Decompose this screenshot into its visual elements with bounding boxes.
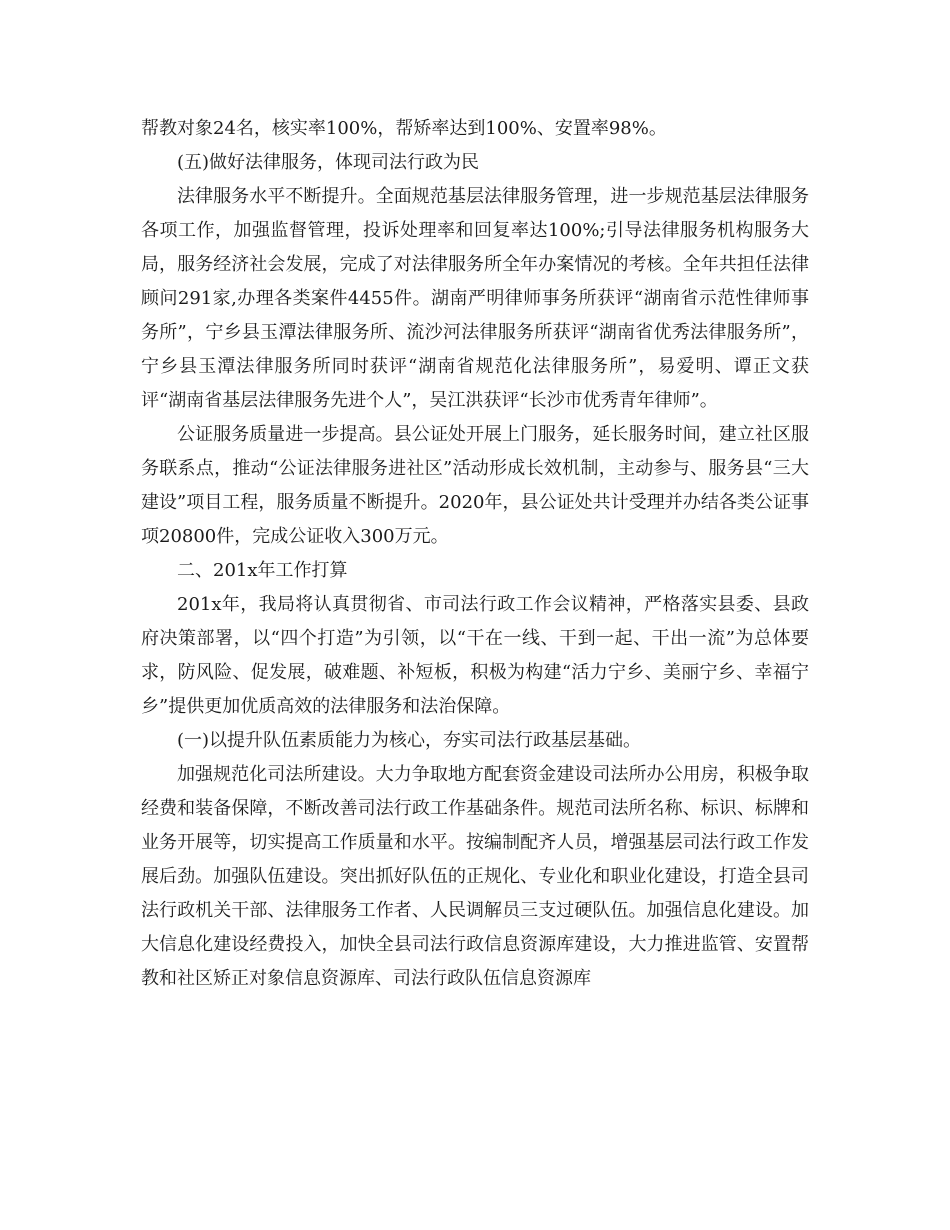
document-page bbox=[141, 112, 809, 996]
paragraph-standardization: 加强规范化司法所建设。大力争取地方配套资金建设司法所办公用房，积极争取经费和装备保障，不断改善司法行政工作基础条件。规范司法所名称、标识、标牌和业务开展等，切实提高工作质量和水平。按编制配齐人员，增强基层司法行政工作发展后劲。加强队伍建设。突出抓好队伍的正规化、专业化和职业化建设，打造全县司法行政机关干部、法律服务工作者、人民调解员三支过硬队伍。加强信息化建设。加大信息化建设经费投入，加快全县司法行政信息资源库建设，大力推进监管、安置帮教和社区矫正对象信息资源库、司法行政队伍信息资源库 bbox=[141, 764, 809, 989]
section-heading-2: 二、201x年工作打算 bbox=[177, 560, 348, 581]
paragraph-notary-services: 公证服务质量进一步提高。县公证处开展上门服务，延长服务时间，建立社区服务联系点，推动“公证法律服务进社区”活动形成长效机制，主动参与、服务县“三大建设”项目工程，服务质量不断提升。2020年，县公证处共计受理并办结各类公证事项20800件，完成公证收入300万元。 bbox=[141, 424, 809, 547]
paragraph-1: 帮教对象24名，核实率100%，帮矫率达到100%、安置率98%。 bbox=[141, 118, 667, 139]
section-heading-5: (五)做好法律服务，体现司法行政为民 bbox=[177, 152, 480, 173]
subsection-heading-1: (一)以提升队伍素质能力为核心，夯实司法行政基层基础。 bbox=[177, 730, 642, 751]
paragraph-legal-services: 法律服务水平不断提升。全面规范基层法律服务管理，进一步规范基层法律服务各项工作，加强监督管理，投诉处理率和回复率达100%;引导法律服务机构服务大局，服务经济社会发展，完成了对法律服务所全年办案情况的考核。全年共担任法律顾问291家,办理各类案件4455件。湖南严明律师事务所获评“湖南省示范性律师事务所”，宁乡县玉潭法律服务所、流沙河法律服务所获评“湖南省优秀法律服务所”，宁乡县玉潭法律服务所同时获评“湖南省规范化法律服务所”，易爱明、谭正文获评“湖南省基层法律服务先进个人”，吴江洪获评“长沙市优秀青年律师”。 bbox=[141, 186, 809, 411]
paragraph-work-plan: 201x年，我局将认真贯彻省、市司法行政工作会议精神，严格落实县委、县政府决策部署，以“四个打造”为引领，以“干在一线、干到一起、干出一流”为总体要求，防风险、促发展，破难题、补短板，积极为构建“活力宁乡、美丽宁乡、幸福宁乡”提供更加优质高效的法律服务和法治保障。 bbox=[141, 594, 809, 717]
